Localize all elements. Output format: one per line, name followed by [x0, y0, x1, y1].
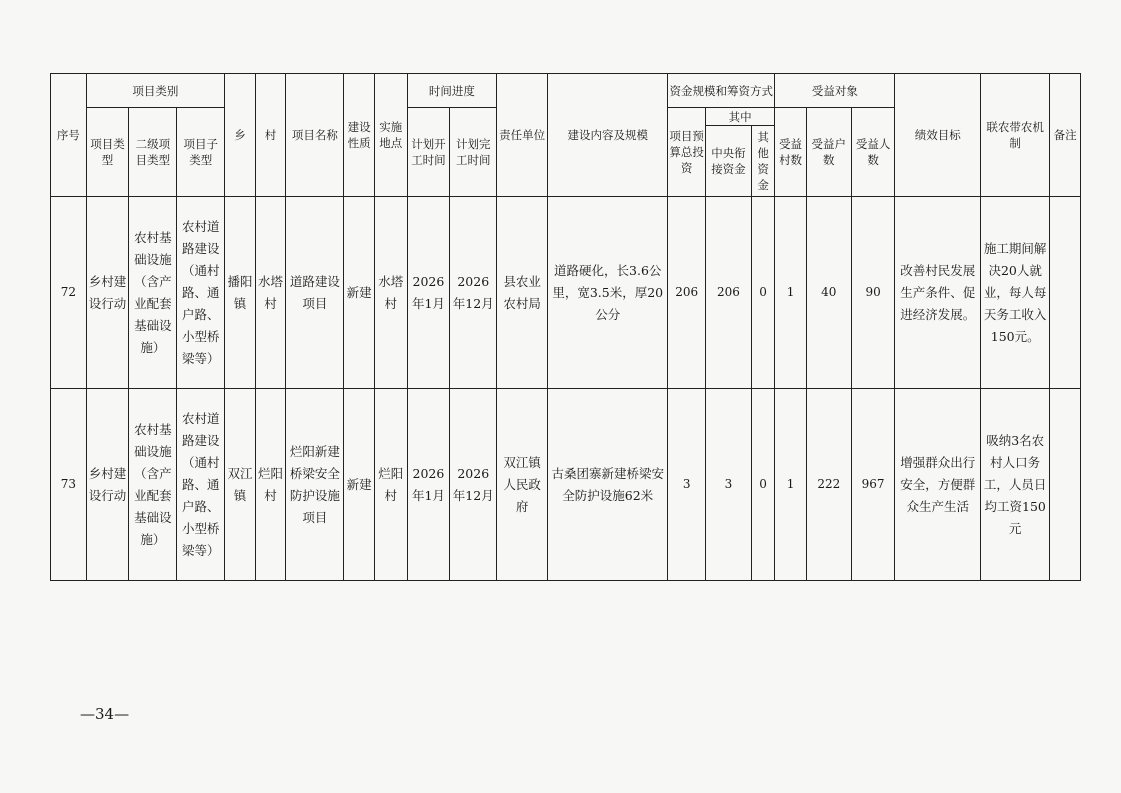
cell-remark — [1050, 389, 1081, 581]
cell-start: 2026年1月 — [407, 197, 450, 389]
cell-total: 3 — [668, 389, 706, 581]
cell-end: 2026年12月 — [450, 389, 497, 581]
cell-people: 90 — [851, 197, 895, 389]
header-cat-type: 项目类型 — [86, 108, 129, 197]
project-table — [50, 73, 1081, 581]
header-village: 村 — [255, 74, 286, 197]
header-category: 项目类别 — [86, 74, 225, 108]
cell-type2: 农村基础设施（含产业配套基础设施） — [129, 197, 177, 389]
header-end: 计划完工时间 — [450, 108, 497, 197]
cell-households: 222 — [806, 389, 851, 581]
cell-people: 967 — [851, 389, 895, 581]
header-other: 其他资金 — [751, 126, 774, 197]
header-goal: 绩效目标 — [895, 74, 981, 197]
cell-location: 烂阳村 — [374, 389, 407, 581]
cell-mechanism: 吸纳3名农村人口务工，人员日均工资150元 — [981, 389, 1050, 581]
cell-villages: 1 — [775, 197, 807, 389]
header-nature: 建设性质 — [344, 74, 375, 197]
header-location: 实施地点 — [374, 74, 407, 197]
header-ben-people: 受益人数 — [851, 108, 895, 197]
header-seq: 序号 — [51, 74, 87, 197]
cell-type: 乡村建设行动 — [86, 389, 129, 581]
cell-end: 2026年12月 — [450, 197, 497, 389]
cell-content: 古桑团寨新建桥梁安全防护设施62米 — [548, 389, 668, 581]
header-total: 项目预算总投资 — [668, 108, 706, 197]
header-content: 建设内容及规模 — [548, 74, 668, 197]
cell-mechanism: 施工期间解决20人就业，每人每天务工收入150元。 — [981, 197, 1050, 389]
table-row — [51, 389, 1081, 581]
header-remark: 备注 — [1050, 74, 1081, 197]
header-start: 计划开工时间 — [407, 108, 450, 197]
cell-remark — [1050, 197, 1081, 389]
cell-nature: 新建 — [344, 197, 375, 389]
cell-type: 乡村建设行动 — [86, 197, 129, 389]
page-number: —34— — [80, 705, 130, 723]
cell-subtype: 农村道路建设（通村路、通户路、小型桥梁等） — [177, 197, 225, 389]
header-cat-sub: 项目子类型 — [177, 108, 225, 197]
cell-central: 3 — [706, 389, 752, 581]
cell-nature: 新建 — [344, 389, 375, 581]
cell-unit: 双江镇人民政府 — [497, 389, 548, 581]
cell-seq: 73 — [51, 389, 87, 581]
cell-village: 水塔村 — [255, 197, 286, 389]
cell-start: 2026年1月 — [407, 389, 450, 581]
header-town: 乡 — [225, 74, 256, 197]
cell-central: 206 — [706, 197, 752, 389]
header-name: 项目名称 — [286, 74, 344, 197]
cell-other: 0 — [751, 197, 774, 389]
header-among: 其中 — [706, 108, 775, 126]
cell-other: 0 — [751, 389, 774, 581]
cell-name: 道路建设项目 — [286, 197, 344, 389]
header-beneficiary: 受益对象 — [775, 74, 895, 108]
cell-village: 烂阳村 — [255, 389, 286, 581]
header-central: 中央衔接资金 — [706, 126, 752, 197]
cell-subtype: 农村道路建设（通村路、通户路、小型桥梁等） — [177, 389, 225, 581]
cell-villages: 1 — [775, 389, 807, 581]
cell-type2: 农村基础设施（含产业配套基础设施） — [129, 389, 177, 581]
cell-name: 烂阳新建桥梁安全防护设施项目 — [286, 389, 344, 581]
header-schedule: 时间进度 — [407, 74, 497, 108]
header-cat-sub2: 二级项目类型 — [129, 108, 177, 197]
cell-town: 双江镇 — [225, 389, 256, 581]
cell-location: 水塔村 — [374, 197, 407, 389]
cell-goal: 增强群众出行安全，方便群众生产生活 — [895, 389, 981, 581]
cell-total: 206 — [668, 197, 706, 389]
header-mechanism: 联农带农机制 — [981, 74, 1050, 197]
cell-seq: 72 — [51, 197, 87, 389]
cell-goal: 改善村民发展生产条件、促进经济发展。 — [895, 197, 981, 389]
table-row — [51, 197, 1081, 389]
header-ben-villages: 受益村数 — [775, 108, 807, 197]
header-funds: 资金规模和筹资方式 — [668, 74, 775, 108]
header-unit: 责任单位 — [497, 74, 548, 197]
cell-town: 播阳镇 — [225, 197, 256, 389]
cell-unit: 县农业农村局 — [497, 197, 548, 389]
cell-content: 道路硬化，长3.6公里，宽3.5米，厚20公分 — [548, 197, 668, 389]
header-ben-households: 受益户数 — [806, 108, 851, 197]
cell-households: 40 — [806, 197, 851, 389]
